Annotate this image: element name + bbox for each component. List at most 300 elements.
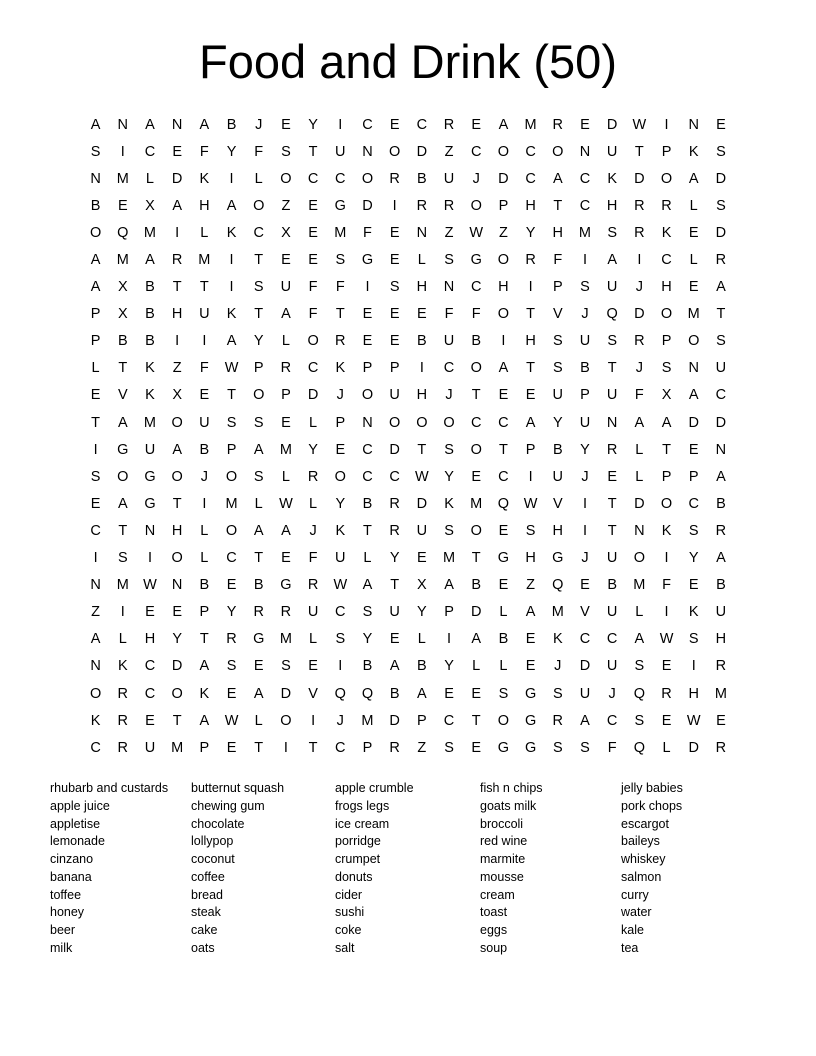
grid-letter: B bbox=[607, 577, 617, 594]
grid-letter: M bbox=[551, 604, 564, 621]
grid-letter: W bbox=[632, 116, 647, 133]
grid-letter: K bbox=[661, 224, 672, 241]
grid-letter: L bbox=[499, 658, 508, 675]
grid-letter: M bbox=[143, 414, 157, 431]
grid-letter: F bbox=[199, 360, 209, 377]
grid-letter: I bbox=[229, 279, 234, 296]
grid-letter: T bbox=[553, 197, 563, 214]
grid-letter: F bbox=[553, 252, 563, 269]
grid-letter: M bbox=[225, 495, 238, 512]
grid-letter: R bbox=[443, 197, 455, 214]
grid-letter: P bbox=[525, 441, 536, 458]
grid-letter: E bbox=[226, 739, 237, 756]
grid-letter: D bbox=[715, 414, 727, 431]
grid-letter: P bbox=[417, 712, 427, 729]
grid-letter: P bbox=[253, 360, 264, 377]
grid-letter: C bbox=[715, 387, 727, 404]
grid-letter: I bbox=[175, 224, 180, 241]
grid-letter: I bbox=[120, 604, 125, 621]
grid-letter: H bbox=[715, 631, 727, 648]
grid-letter: C bbox=[498, 414, 509, 431]
grid-letter: E bbox=[661, 658, 672, 675]
grid-letter: N bbox=[117, 116, 129, 133]
grid-letter: O bbox=[171, 414, 183, 431]
grid-letter: Z bbox=[417, 739, 427, 756]
grid-letter: J bbox=[336, 387, 344, 404]
grid-letter: R bbox=[307, 577, 319, 594]
grid-letter: B bbox=[716, 495, 726, 512]
grid-letter: J bbox=[581, 550, 589, 567]
grid-letter: S bbox=[335, 631, 346, 648]
grid-letter: T bbox=[662, 441, 671, 458]
grid-letter: P bbox=[444, 604, 454, 621]
grid-letter: M bbox=[116, 252, 129, 269]
grid-letter: U bbox=[416, 522, 428, 539]
grid-letter: K bbox=[335, 522, 346, 539]
grid-letter: J bbox=[608, 685, 616, 702]
grid-letter: A bbox=[117, 414, 128, 431]
grid-letter: B bbox=[145, 279, 155, 296]
grid-letter: S bbox=[552, 685, 563, 702]
grid-letter: E bbox=[498, 387, 509, 404]
grid-letter: O bbox=[497, 712, 510, 729]
grid-letter: F bbox=[308, 306, 318, 323]
grid-letter: J bbox=[554, 658, 562, 675]
grid-letter: S bbox=[688, 631, 699, 648]
grid-letter: J bbox=[445, 387, 453, 404]
grid-letter: O bbox=[389, 143, 401, 160]
word-item: chewing gum bbox=[191, 798, 265, 813]
grid-letter: E bbox=[471, 468, 482, 485]
grid-letter: C bbox=[579, 631, 591, 648]
grid-letter: B bbox=[471, 333, 482, 350]
grid-letter: D bbox=[715, 224, 727, 241]
grid-letter: H bbox=[688, 685, 699, 702]
grid-letter: R bbox=[715, 522, 727, 539]
grid-letter: Z bbox=[444, 143, 454, 160]
grid-letter: W bbox=[686, 712, 701, 729]
grid-letter: P bbox=[362, 360, 373, 377]
grid-letter: S bbox=[552, 360, 563, 377]
grid-letter: D bbox=[280, 685, 292, 702]
grid-letter: T bbox=[91, 414, 101, 431]
grid-letter: U bbox=[307, 604, 319, 621]
grid-letter: H bbox=[144, 631, 156, 648]
grid-letter: K bbox=[661, 522, 672, 539]
grid-letter: O bbox=[89, 224, 102, 241]
word-item: bread bbox=[191, 887, 223, 902]
grid-letter: H bbox=[552, 224, 564, 241]
grid-letter: T bbox=[498, 441, 508, 458]
grid-letter: P bbox=[226, 441, 237, 458]
grid-letter: E bbox=[281, 414, 291, 431]
grid-letter: A bbox=[580, 712, 590, 729]
grid-letter: R bbox=[307, 468, 319, 485]
grid-letter: M bbox=[524, 116, 537, 133]
grid-letter: P bbox=[389, 360, 400, 377]
grid-letter: D bbox=[171, 170, 183, 187]
grid-letter: M bbox=[279, 631, 292, 648]
word-item: jelly babies bbox=[621, 781, 683, 795]
grid-letter: S bbox=[281, 143, 291, 160]
grid-letter: E bbox=[145, 604, 155, 621]
grid-letter: T bbox=[308, 143, 318, 160]
grid-letter: R bbox=[117, 685, 129, 702]
letter-grid bbox=[82, 111, 735, 761]
grid-letter: R bbox=[389, 170, 400, 187]
grid-letter: U bbox=[606, 143, 618, 160]
grid-letter: I bbox=[202, 333, 207, 350]
grid-letter: U bbox=[335, 550, 346, 567]
word-item: donuts bbox=[335, 869, 373, 884]
grid-letter: I bbox=[338, 658, 343, 675]
grid-letter: I bbox=[175, 333, 180, 350]
grid-letter: O bbox=[253, 387, 265, 404]
grid-letter: O bbox=[497, 143, 510, 160]
grid-letter: G bbox=[280, 577, 292, 594]
grid-letter: O bbox=[253, 197, 265, 214]
grid-letter: C bbox=[307, 170, 319, 187]
grid-letter: O bbox=[470, 360, 482, 377]
grid-letter: A bbox=[389, 658, 400, 675]
grid-letter: K bbox=[145, 387, 155, 404]
grid-letter: X bbox=[145, 197, 155, 214]
grid-letter: N bbox=[90, 658, 101, 675]
grid-letter: F bbox=[634, 387, 644, 404]
grid-letter: R bbox=[171, 252, 183, 269]
grid-letter: M bbox=[442, 550, 456, 567]
grid-letter: T bbox=[526, 360, 536, 377]
grid-letter: F bbox=[335, 279, 345, 296]
grid-letter: A bbox=[634, 631, 645, 648]
grid-letter: Y bbox=[444, 658, 454, 675]
grid-letter: A bbox=[552, 170, 563, 187]
grid-letter: R bbox=[634, 224, 645, 241]
grid-letter: S bbox=[226, 414, 237, 431]
grid-letter: D bbox=[634, 306, 645, 323]
grid-letter: R bbox=[389, 522, 400, 539]
grid-letter: V bbox=[552, 306, 563, 323]
grid-letter: E bbox=[688, 441, 699, 458]
grid-letter: A bbox=[226, 333, 237, 350]
grid-letter: A bbox=[145, 252, 155, 269]
grid-letter: H bbox=[199, 197, 210, 214]
grid-letter: T bbox=[335, 306, 345, 323]
grid-letter: I bbox=[365, 279, 370, 296]
grid-letter: E bbox=[498, 522, 509, 539]
grid-letter: I bbox=[664, 116, 669, 133]
grid-letter: U bbox=[606, 279, 618, 296]
grid-letter: H bbox=[552, 522, 564, 539]
grid-letter: C bbox=[525, 143, 536, 160]
grid-letter: K bbox=[226, 306, 237, 323]
grid-letter: W bbox=[523, 495, 538, 512]
grid-letter: W bbox=[469, 224, 484, 241]
grid-letter: E bbox=[688, 224, 699, 241]
grid-letter: C bbox=[307, 360, 319, 377]
grid-letter: N bbox=[362, 143, 373, 160]
grid-letter: E bbox=[716, 712, 726, 729]
grid-letter: C bbox=[661, 252, 672, 269]
grid-letter: O bbox=[660, 495, 673, 512]
grid-letter: I bbox=[582, 252, 587, 269]
word-item: whiskey bbox=[621, 852, 666, 866]
grid-letter: K bbox=[552, 631, 563, 648]
grid-letter: E bbox=[389, 631, 400, 648]
grid-letter: R bbox=[280, 604, 292, 621]
grid-letter: D bbox=[688, 414, 699, 431]
grid-letter: P bbox=[688, 468, 699, 485]
word-item: rhubarb and custards bbox=[50, 781, 169, 795]
grid-letter: U bbox=[443, 333, 455, 350]
grid-letter: S bbox=[634, 658, 645, 675]
grid-letter: S bbox=[634, 712, 645, 729]
grid-letter: E bbox=[172, 143, 182, 160]
grid-letter: E bbox=[90, 495, 101, 512]
grid-letter: R bbox=[715, 252, 727, 269]
grid-letter: S bbox=[688, 522, 699, 539]
grid-letter: T bbox=[172, 495, 182, 512]
grid-letter: E bbox=[281, 550, 291, 567]
word-item: pork chops bbox=[621, 798, 683, 813]
grid-letter: Y bbox=[172, 631, 182, 648]
grid-letter: N bbox=[144, 522, 156, 539]
grid-letter: O bbox=[361, 170, 374, 187]
word-item: cream bbox=[480, 887, 515, 902]
grid-letter: K bbox=[607, 170, 617, 187]
grid-letter: M bbox=[578, 224, 592, 241]
grid-letter: W bbox=[224, 360, 239, 377]
grid-letter: T bbox=[471, 712, 481, 729]
word-item: soup bbox=[480, 940, 508, 955]
grid-letter: O bbox=[470, 441, 482, 458]
grid-letter: C bbox=[144, 685, 156, 702]
grid-letter: R bbox=[335, 333, 346, 350]
grid-letter: A bbox=[281, 522, 291, 539]
grid-letter: G bbox=[361, 252, 374, 269]
grid-letter: C bbox=[90, 522, 101, 539]
grid-letter: K bbox=[90, 712, 101, 729]
puzzle-title: Food and Drink (50) bbox=[199, 35, 617, 88]
grid-letter: A bbox=[716, 468, 726, 485]
grid-letter: D bbox=[579, 658, 591, 675]
grid-letter: E bbox=[281, 252, 291, 269]
grid-letter: E bbox=[525, 387, 536, 404]
grid-letter: T bbox=[390, 577, 400, 594]
grid-letter: K bbox=[444, 495, 454, 512]
word-item: toffee bbox=[50, 887, 82, 902]
grid-letter: F bbox=[444, 306, 454, 323]
grid-letter: I bbox=[528, 279, 533, 296]
grid-letter: S bbox=[117, 550, 128, 567]
grid-letter: H bbox=[606, 197, 618, 214]
grid-letter: T bbox=[227, 387, 236, 404]
grid-letter: I bbox=[311, 712, 316, 729]
grid-letter: Y bbox=[444, 468, 454, 485]
grid-letter: G bbox=[497, 739, 510, 756]
word-item: salmon bbox=[621, 869, 662, 884]
grid-letter: I bbox=[664, 550, 669, 567]
grid-letter: I bbox=[447, 631, 452, 648]
grid-letter: X bbox=[417, 577, 427, 594]
grid-letter: U bbox=[389, 387, 400, 404]
grid-letter: O bbox=[470, 197, 482, 214]
grid-letter: C bbox=[470, 414, 482, 431]
grid-letter: G bbox=[334, 197, 346, 214]
grid-letter: U bbox=[606, 604, 618, 621]
grid-letter: Z bbox=[498, 224, 508, 241]
grid-letter: O bbox=[443, 414, 455, 431]
grid-letter: C bbox=[335, 739, 346, 756]
grid-letter: I bbox=[392, 197, 397, 214]
grid-letter: R bbox=[117, 712, 129, 729]
grid-letter: N bbox=[634, 522, 645, 539]
grid-letter: D bbox=[634, 170, 645, 187]
grid-letter: S bbox=[661, 360, 672, 377]
word-item: red wine bbox=[480, 834, 528, 849]
grid-letter: O bbox=[225, 468, 238, 485]
word-item: water bbox=[621, 905, 652, 920]
grid-letter: L bbox=[91, 360, 100, 377]
grid-letter: S bbox=[607, 224, 617, 241]
grid-letter: Y bbox=[226, 604, 237, 621]
grid-letter: T bbox=[254, 550, 264, 567]
grid-letter: N bbox=[688, 360, 699, 377]
grid-letter: P bbox=[580, 387, 590, 404]
word-item: oats bbox=[191, 940, 215, 955]
grid-letter: N bbox=[443, 279, 455, 296]
word-item: sushi bbox=[335, 905, 365, 920]
grid-letter: L bbox=[309, 495, 318, 512]
grid-letter: E bbox=[335, 441, 346, 458]
grid-letter: F bbox=[662, 577, 671, 594]
word-item: marmite bbox=[480, 852, 526, 866]
grid-letter: U bbox=[144, 739, 156, 756]
grid-letter: G bbox=[524, 712, 537, 729]
grid-letter: S bbox=[90, 143, 101, 160]
grid-letter: I bbox=[229, 252, 234, 269]
grid-letter: R bbox=[715, 658, 727, 675]
grid-letter: Q bbox=[552, 577, 564, 594]
grid-letter: A bbox=[199, 116, 210, 133]
grid-letter: E bbox=[281, 116, 291, 133]
grid-letter: P bbox=[199, 604, 210, 621]
word-item: honey bbox=[50, 905, 85, 920]
grid-letter: U bbox=[715, 604, 727, 621]
grid-letter: Q bbox=[606, 306, 618, 323]
grid-letter: Z bbox=[91, 604, 101, 621]
grid-letter: M bbox=[143, 224, 157, 241]
word-item: eggs bbox=[480, 923, 508, 937]
grid-letter: I bbox=[664, 604, 669, 621]
grid-letter: E bbox=[362, 333, 373, 350]
grid-letter: R bbox=[634, 197, 645, 214]
grid-letter: L bbox=[635, 604, 644, 621]
grid-letter: C bbox=[362, 468, 373, 485]
grid-letter: C bbox=[579, 170, 591, 187]
grid-letter: C bbox=[335, 170, 346, 187]
grid-letter: I bbox=[501, 333, 506, 350]
grid-letter: H bbox=[525, 197, 536, 214]
grid-letter: M bbox=[116, 577, 129, 594]
grid-letter: A bbox=[226, 197, 237, 214]
grid-letter: D bbox=[606, 116, 618, 133]
grid-letter: A bbox=[498, 360, 509, 377]
grid-letter: O bbox=[389, 414, 401, 431]
grid-letter: J bbox=[581, 468, 589, 485]
grid-letter: G bbox=[144, 468, 156, 485]
grid-letter: U bbox=[579, 333, 591, 350]
grid-letter: U bbox=[144, 441, 156, 458]
grid-letter: O bbox=[280, 712, 292, 729]
grid-letter: R bbox=[525, 252, 536, 269]
grid-letter: T bbox=[634, 143, 644, 160]
grid-letter: N bbox=[715, 441, 727, 458]
word-item: escargot bbox=[621, 816, 669, 831]
grid-letter: E bbox=[525, 658, 536, 675]
grid-letter: X bbox=[661, 387, 672, 404]
grid-letter: C bbox=[443, 360, 455, 377]
grid-letter: P bbox=[661, 143, 672, 160]
grid-letter: K bbox=[688, 143, 699, 160]
grid-letter: U bbox=[606, 550, 618, 567]
grid-letter: E bbox=[389, 333, 400, 350]
grid-letter: F bbox=[363, 224, 372, 241]
grid-letter: D bbox=[688, 739, 699, 756]
grid-letter: E bbox=[172, 604, 182, 621]
grid-letter: A bbox=[471, 631, 482, 648]
grid-letter: G bbox=[144, 495, 156, 512]
grid-letter: L bbox=[254, 170, 263, 187]
grid-letter: Q bbox=[361, 685, 374, 702]
grid-letter: B bbox=[417, 170, 427, 187]
word-item: apple juice bbox=[50, 798, 110, 813]
word-item: lemonade bbox=[50, 834, 105, 849]
grid-letter: E bbox=[471, 685, 482, 702]
grid-letter: P bbox=[498, 197, 509, 214]
grid-letter: T bbox=[471, 550, 481, 567]
grid-letter: G bbox=[552, 550, 564, 567]
grid-letter: E bbox=[308, 252, 318, 269]
grid-letter: O bbox=[470, 522, 482, 539]
grid-letter: O bbox=[497, 252, 510, 269]
grid-letter: Z bbox=[444, 224, 454, 241]
grid-letter: R bbox=[606, 441, 618, 458]
grid-letter: V bbox=[552, 495, 563, 512]
grid-letter: K bbox=[117, 658, 128, 675]
grid-letter: I bbox=[419, 360, 424, 377]
grid-letter: Q bbox=[117, 224, 129, 241]
grid-letter: S bbox=[552, 739, 563, 756]
grid-letter: E bbox=[688, 577, 699, 594]
grid-letter: T bbox=[199, 631, 209, 648]
grid-letter: L bbox=[200, 550, 209, 567]
grid-letter: T bbox=[417, 441, 427, 458]
grid-letter: R bbox=[280, 360, 292, 377]
grid-letter: L bbox=[689, 197, 698, 214]
grid-letter: P bbox=[335, 414, 346, 431]
grid-letter: A bbox=[716, 279, 726, 296]
grid-letter: X bbox=[117, 279, 128, 296]
grid-letter: O bbox=[117, 468, 129, 485]
grid-letter: I bbox=[637, 252, 642, 269]
grid-letter: C bbox=[470, 279, 482, 296]
grid-letter: U bbox=[199, 414, 210, 431]
grid-letter: C bbox=[335, 604, 346, 621]
grid-letter: D bbox=[416, 495, 428, 512]
grid-letter: E bbox=[471, 739, 482, 756]
grid-letter: A bbox=[145, 116, 155, 133]
